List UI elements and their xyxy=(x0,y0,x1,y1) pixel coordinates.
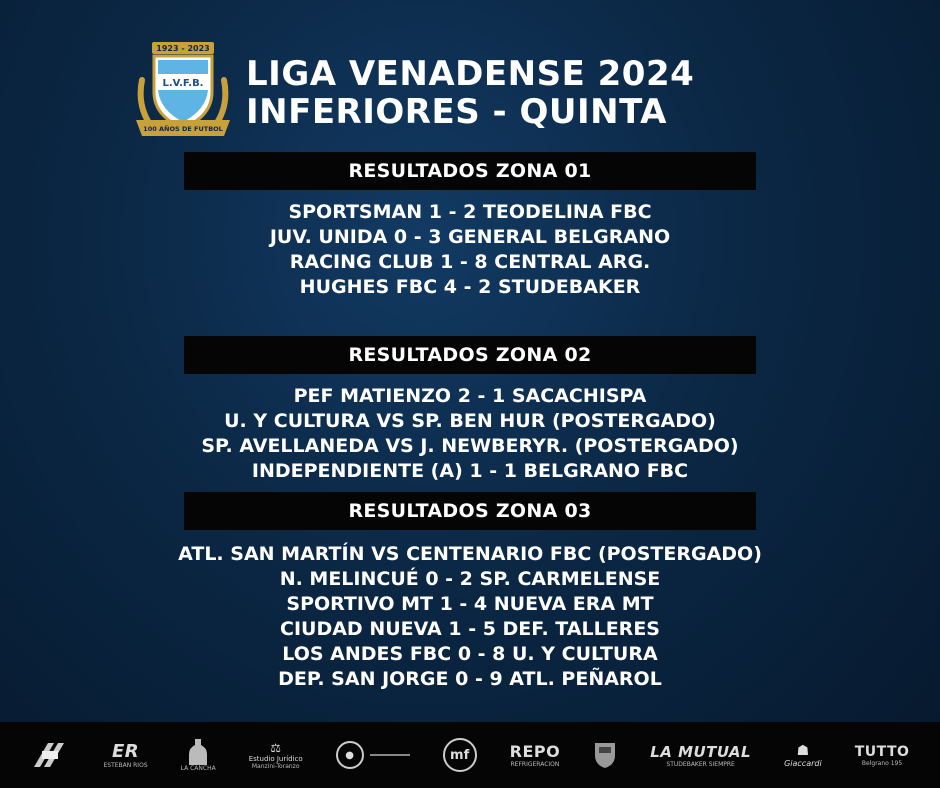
zone-01-results xyxy=(0,200,940,300)
result-line: JUV. UNIDA 0 - 3 GENERAL BELGRANO xyxy=(269,226,671,248)
sponsor-estudio-juridico xyxy=(249,741,303,770)
league-logo xyxy=(132,40,234,144)
result-line: INDEPENDIENTE (A) 1 - 1 BELGRANO FBC xyxy=(251,460,689,482)
estudio-names: Manzini-Toranzo xyxy=(251,762,300,770)
result-line: U. Y CULTURA VS SP. BEN HUR (POSTERGADO) xyxy=(224,410,716,432)
result-line: SP. AVELLANEDA VS J. NEWBERYR. (POSTERGADO) xyxy=(201,435,739,457)
title-line-2: INFERIORES - QUINTA xyxy=(246,92,667,132)
result-line: RACING CLUB 1 - 8 CENTRAL ARG. xyxy=(289,251,651,273)
zone-03-header: RESULTADOS ZONA 03 xyxy=(184,492,756,530)
result-line: CIUDAD NUEVA 1 - 5 DEF. TALLERES xyxy=(280,618,660,640)
er-mark: ER xyxy=(111,741,140,762)
result-line: N. MELINCUÉ 0 - 2 SP. CARMELENSE xyxy=(279,568,661,590)
estudio-title: Estudio Jurídico xyxy=(248,754,303,763)
title-line-1: LIGA VENADENSE 2024 xyxy=(246,54,695,94)
sponsors-bar xyxy=(0,722,940,788)
sponsor-crest xyxy=(593,741,617,769)
result-line: LOS ANDES FBC 0 - 8 U. Y CULTURA xyxy=(282,643,658,665)
page-title xyxy=(246,55,694,131)
zone-02-results xyxy=(0,384,940,484)
sponsor-stripes-icon xyxy=(30,737,70,773)
result-line: ATL. SAN MARTÍN VS CENTENARIO FBC (POSTERGADO) xyxy=(178,543,762,565)
round-logo-icon: ● xyxy=(336,741,364,769)
sponsor-la-mutual xyxy=(650,743,751,768)
tutto-address: Belgrano 195 xyxy=(861,759,903,767)
logo-years: 1923 - 2023 xyxy=(156,44,210,53)
tutto-text: TUTTO xyxy=(854,743,910,760)
sponsor-giaccardi xyxy=(784,743,822,768)
result-line: SPORTSMAN 1 - 2 TEODELINA FBC xyxy=(288,201,652,223)
result-line: PEF MATIENZO 2 - 1 SACACHISPA xyxy=(293,385,647,407)
sponsor-logo-stripes xyxy=(30,737,70,773)
zone-01-header: RESULTADOS ZONA 01 xyxy=(184,152,756,190)
esteban-rios-text: ESTEBAN RIOS xyxy=(103,762,148,769)
giaccardi-text: Giaccardi xyxy=(784,758,822,768)
sponsor-round-logo xyxy=(336,741,410,769)
sponsor-la-cancha xyxy=(181,739,216,772)
giaccardi-icon: ☗ xyxy=(796,742,810,759)
bottle-icon xyxy=(187,739,209,765)
refrigeracion-text: REFRIGERACION xyxy=(510,761,560,768)
la-mutual-text: LA MUTUAL xyxy=(650,742,752,761)
result-line: HUGHES FBC 4 - 2 STUDEBAKER xyxy=(299,276,641,298)
sponsor-mf xyxy=(443,738,477,772)
result-line: DEP. SAN JORGE 0 - 9 ATL. PEÑAROL xyxy=(278,668,662,690)
scales-icon: ⚖ xyxy=(270,740,282,755)
zone-02-header: RESULTADOS ZONA 02 xyxy=(184,336,756,374)
result-line: SPORTIVO MT 1 - 4 NUEVA ERA MT xyxy=(286,593,654,615)
studebaker-siempre-text: STUDEBAKER SIEMPRE xyxy=(666,760,735,768)
sponsor-esteban-rios xyxy=(103,741,147,769)
sponsor-tutto xyxy=(855,744,910,767)
zone-03-results xyxy=(0,542,940,692)
divider-line xyxy=(370,754,410,756)
mf-logo: mf xyxy=(443,738,477,772)
sponsor-repo xyxy=(510,742,561,768)
la-cancha-text: LA CANCHA xyxy=(180,764,216,772)
logo-ribbon: 100 AÑOS DE FUTBOL xyxy=(143,125,223,133)
logo-initials: L.V.F.B. xyxy=(162,78,204,89)
crest-icon xyxy=(593,741,617,769)
repo-text: REPO xyxy=(509,742,561,761)
